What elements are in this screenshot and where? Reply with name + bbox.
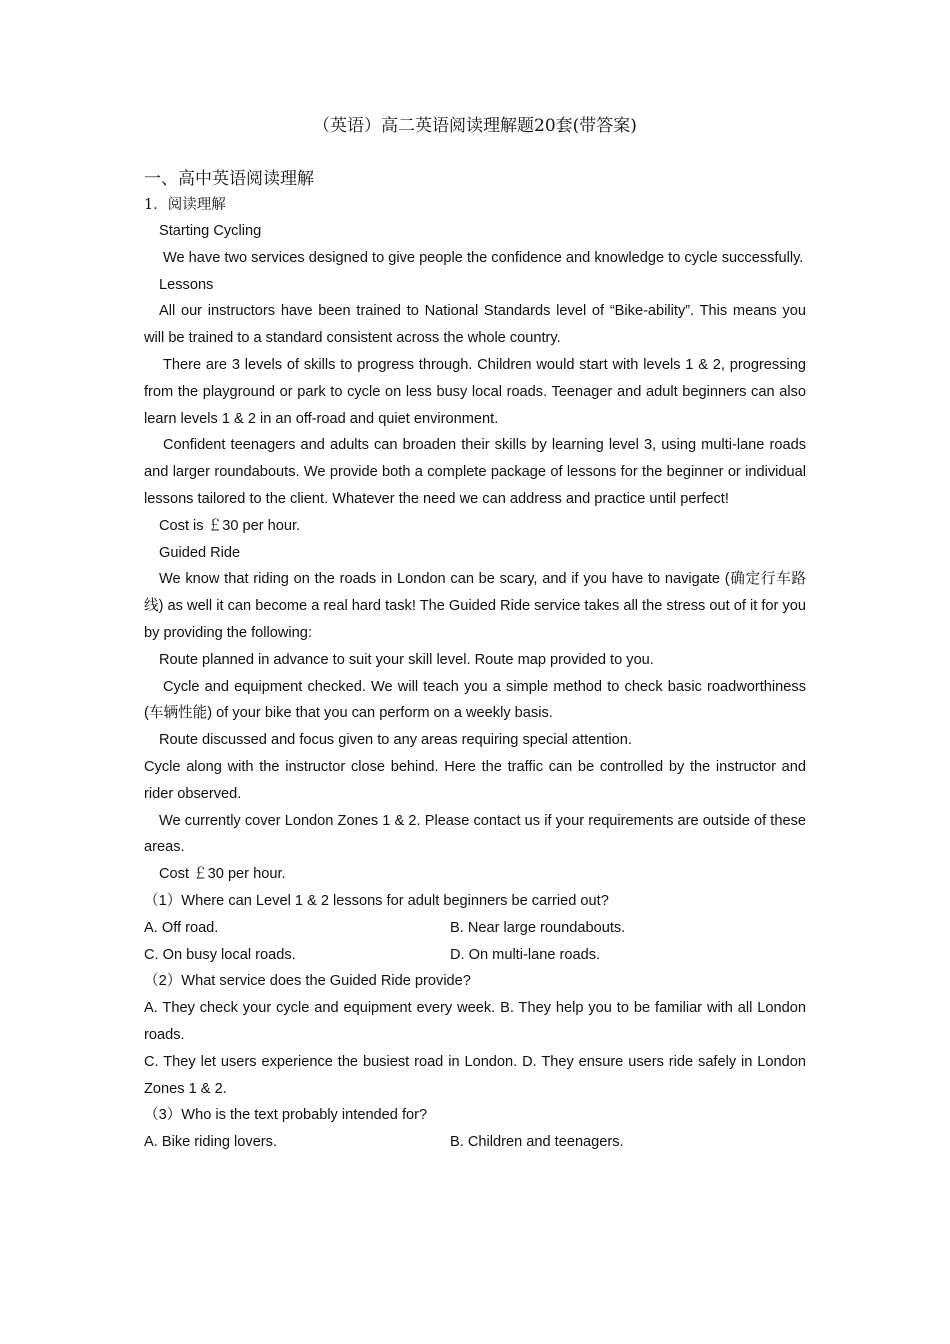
guided-paragraph-2: Route planned in advance to suit your skill level. Route map provided to you. [159,651,654,668]
guided-paragraph-6: We currently cover London Zones 1 & 2. Please contact us if your requirements are outside of these areas. [144,812,806,856]
question-3-stem: （3）Who is the text probably intended for? [144,1107,428,1124]
question-3-options-row-1 [144,1129,806,1156]
question-2-stem: （2）What service does the Guided Ride provide? [144,973,471,990]
question-1-stem: （1）Where can Level 1 & 2 lessons for adult beginners be carried out? [144,892,609,909]
question-1-options-row-2 [144,942,806,969]
question-3-option-a: A. Bike riding lovers. [144,1134,278,1151]
passage-title: Starting Cycling [159,223,262,239]
lessons-paragraph-3: Confident teenagers and adults can broaden their skills by learning level 3, using multi-lane roads and larger roundabouts. We provide both a complete package of lessons for the beginner or individual lessons tailored to the client. Whatever the need we can address and practice until perfect! [144,437,806,507]
question-1-option-c: C. On busy local roads. [144,946,296,963]
question-2-options-ab: A. They check your cycle and equipment every week. B. They help you to be familiar with all London roads. [144,1000,806,1043]
lessons-paragraph-2: There are 3 levels of skills to progress through. Children would start with levels 1 & 2, progressing from the playground or park to cycle on less busy local roads. Teenager and adult beginners can also learn levels 1 & 2 in an off-road and quiet environment. [144,356,806,427]
document-page [144,112,806,1156]
question-number: 1．阅读理解 [144,197,226,213]
question-1-options-row-1 [144,915,806,942]
question-2-options-cd: C. They let users experience the busiest road in London. D. They ensure users ride safely in London Zones 1 & 2. [144,1053,806,1097]
section-heading: 一、高中英语阅读理解 [144,169,314,189]
passage-intro: We have two services designed to give people the confidence and knowledge to cycle successfully. [163,249,804,266]
question-1-option-b: B. Near large roundabouts. [450,919,626,936]
question-1-option-d: D. On multi-lane roads. [450,946,601,963]
guided-paragraph-5: Cycle along with the instructor close behind. Here the traffic can be controlled by the instructor and rider observed. [144,758,806,802]
guided-ride-heading: Guided Ride [159,544,241,561]
lessons-paragraph-1: All our instructors have been trained to National Standards level of “Bike-ability”. This means you will be trained to a standard consistent across the whole country. [144,303,806,347]
question-1-option-a: A. Off road. [144,919,219,936]
guided-paragraph-3: Cycle and equipment checked. We will teach you a simple method to check basic roadworthiness (车辆性能) of your bike that you can perform on a weekly basis. [144,678,806,722]
guided-paragraph-1: We know that riding on the roads in London can be scary, and if you have to navigate (确定行车路线) as well it can become a real hard task! The Guided Ride service takes all the stress out of it for you by providing the following: [144,571,806,641]
lessons-cost: Cost is ￡30 per hour. [159,517,301,534]
document-title: （英语）高二英语阅读理解题20套(带答案) [313,116,637,136]
lessons-heading: Lessons [159,276,214,293]
question-3-option-b: B. Children and teenagers. [450,1134,624,1151]
guided-cost: Cost ￡30 per hour. [159,866,286,883]
guided-paragraph-4: Route discussed and focus given to any areas requiring special attention. [159,732,632,749]
